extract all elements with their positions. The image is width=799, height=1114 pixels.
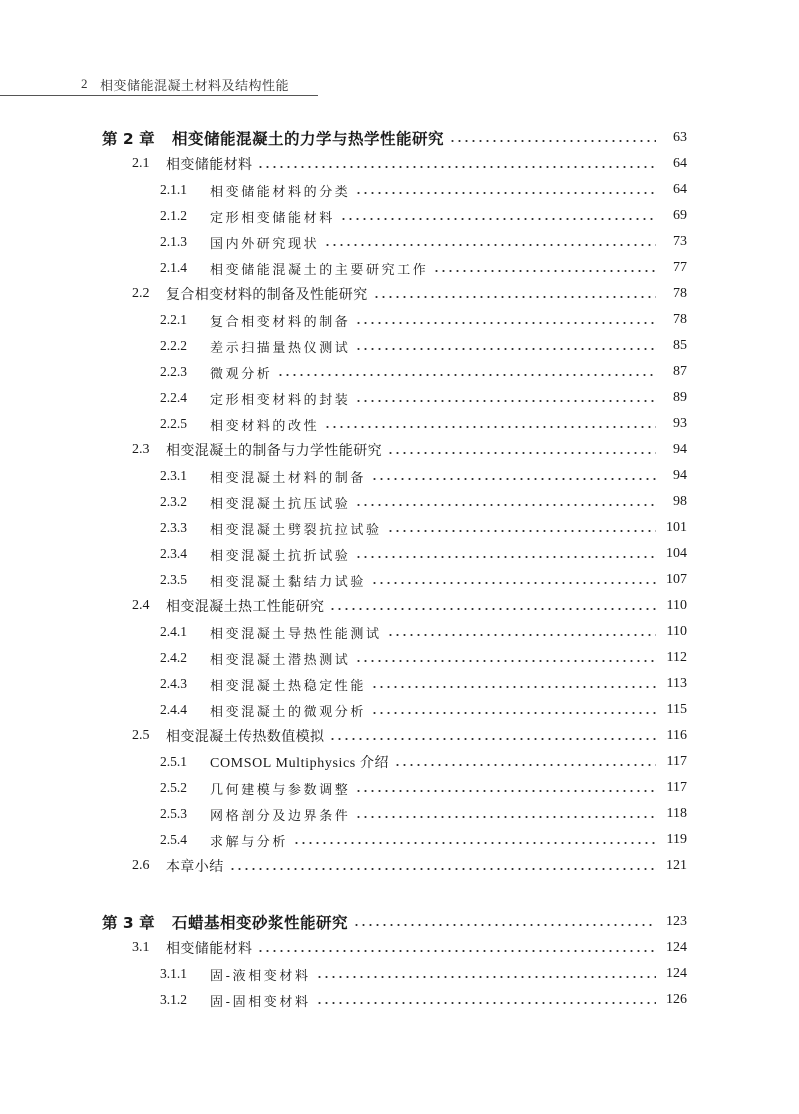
dot-leader (355, 192, 656, 194)
toc-entry-number: 2.2.5 (160, 416, 187, 431)
toc-subsection-entry[interactable] (160, 231, 687, 253)
toc-entry-number: 2.4.1 (160, 624, 187, 639)
toc-entry-number: 3.1 (132, 940, 150, 955)
dot-leader (257, 950, 656, 952)
toc-subsection-entry[interactable] (160, 963, 687, 985)
toc-entry-number: 2.5.4 (160, 832, 187, 847)
toc-subsection-entry[interactable] (160, 257, 687, 279)
toc-chapter-entry[interactable] (102, 127, 687, 149)
toc-entry-page-number: 89 (673, 390, 687, 405)
toc-entry-page-number: 116 (666, 728, 687, 743)
toc-subsection-entry[interactable] (160, 751, 687, 773)
toc-section-entry[interactable] (132, 595, 687, 617)
toc-subsection-entry[interactable] (160, 673, 687, 695)
dot-leader (371, 478, 656, 480)
toc-entry-title: 相变混凝土的微观分析 (210, 704, 367, 720)
toc-entry-title: 固-固相变材料 (210, 994, 311, 1010)
toc-entry-page-number: 85 (673, 338, 687, 353)
toc-subsection-entry[interactable] (160, 989, 687, 1011)
toc-entry-page-number: 117 (666, 754, 687, 769)
toc-entry-title: 定形相变材料的封装 (210, 392, 351, 408)
toc-section-entry[interactable] (132, 855, 687, 877)
toc-entry-page-number: 112 (666, 650, 687, 665)
toc-entry-title: 复合相变材料的制备 (210, 314, 351, 330)
toc-entry-page-number: 93 (673, 416, 687, 431)
toc-subsection-entry[interactable] (160, 803, 687, 825)
toc-entry-title: 本章小结 (166, 859, 224, 875)
toc-entry-page-number: 94 (673, 442, 687, 457)
toc-subsection-entry[interactable] (160, 829, 687, 851)
toc-entry-number: 2.4 (132, 598, 150, 613)
toc-entry-number: 第 3 章 (102, 914, 155, 932)
dot-leader (316, 976, 656, 978)
toc-entry-number: 2.2.1 (160, 312, 187, 327)
dot-leader (355, 816, 656, 818)
toc-subsection-entry[interactable] (160, 387, 687, 409)
dot-leader (329, 738, 656, 740)
toc-entry-title: 相变储能混凝土的主要研究工作 (210, 262, 429, 278)
toc-entry-page-number: 64 (673, 156, 687, 171)
toc-entry-number: 2.3.3 (160, 520, 187, 535)
toc-entry-title: 网格剖分及边界条件 (210, 808, 351, 824)
toc-entry-title: 相变混凝土的制备与力学性能研究 (166, 443, 382, 459)
toc-entry-title: 几何建模与参数调整 (210, 782, 351, 798)
toc-subsection-entry[interactable] (160, 517, 687, 539)
dot-leader (355, 322, 656, 324)
toc-entry-title: 相变混凝土热工性能研究 (166, 599, 325, 615)
toc-entry-title: 国内外研究现状 (210, 236, 320, 252)
toc-entry-page-number: 126 (666, 992, 687, 1007)
toc-subsection-entry[interactable] (160, 205, 687, 227)
toc-entry-page-number: 124 (666, 940, 687, 955)
toc-entry-number: 2.1.2 (160, 208, 187, 223)
toc-entry-page-number: 118 (666, 806, 687, 821)
toc-entry-title: 微观分析 (210, 366, 273, 382)
toc-entry-page-number: 73 (673, 234, 687, 249)
dot-leader (387, 452, 656, 454)
toc-entry-page-number: 117 (666, 780, 687, 795)
dot-leader (371, 686, 656, 688)
toc-entry-page-number: 115 (666, 702, 687, 717)
toc-entry-number: 2.1.3 (160, 234, 187, 249)
header-page-number: 2 (81, 76, 88, 91)
dot-leader (329, 608, 656, 610)
dot-leader (373, 296, 656, 298)
dot-leader (355, 504, 656, 506)
toc-entry-page-number: 78 (673, 286, 687, 301)
dot-leader (387, 634, 656, 636)
toc-entry-title: 相变混凝土黏结力试验 (210, 574, 367, 590)
toc-entry-title: 相变材料的改性 (210, 418, 320, 434)
toc-entry-page-number: 78 (673, 312, 687, 327)
toc-entry-number: 2.5.2 (160, 780, 187, 795)
toc-entry-number: 2.1 (132, 156, 150, 171)
toc-entry-number: 2.3.4 (160, 546, 187, 561)
toc-entry-page-number: 104 (666, 546, 687, 561)
toc-entry-number: 2.3.5 (160, 572, 187, 587)
toc-entry-number: 3.1.2 (160, 992, 187, 1007)
toc-entry-title: 相变储能材料的分类 (210, 184, 351, 200)
toc-entry-title: 固-液相变材料 (210, 968, 311, 984)
toc-entry-title: 复合相变材料的制备及性能研究 (166, 287, 368, 303)
toc-subsection-entry[interactable] (160, 413, 687, 435)
toc-entry-number: 2.3 (132, 442, 150, 457)
dot-leader (355, 790, 656, 792)
toc-entry-page-number: 124 (666, 966, 687, 981)
toc-entry-number: 2.4.4 (160, 702, 187, 717)
toc-entry-number: 2.3.1 (160, 468, 187, 483)
toc-entry-title: 石蜡基相变砂浆性能研究 (172, 914, 349, 932)
toc-subsection-entry[interactable] (160, 777, 687, 799)
toc-entry-page-number: 110 (666, 624, 687, 639)
dot-leader (340, 218, 656, 220)
toc-entry-number: 2.5.1 (160, 754, 187, 769)
toc-subsection-entry[interactable] (160, 491, 687, 513)
toc-entry-number: 2.2.3 (160, 364, 187, 379)
dot-leader (433, 270, 656, 272)
toc-entry-page-number: 119 (666, 832, 687, 847)
dot-leader (355, 400, 656, 402)
toc-entry-page-number: 87 (673, 364, 687, 379)
toc-entry-title: 相变混凝土材料的制备 (210, 470, 367, 486)
toc-section-entry[interactable] (132, 153, 687, 175)
dot-leader (394, 764, 656, 766)
toc-entry-page-number: 94 (673, 468, 687, 483)
toc-entry-title: 求解与分析 (210, 834, 289, 850)
toc-entry-page-number: 98 (673, 494, 687, 509)
toc-entry-number: 2.2 (132, 286, 150, 301)
toc-subsection-entry[interactable] (160, 335, 687, 357)
toc-entry-number: 2.1.4 (160, 260, 187, 275)
toc-entry-title: 相变混凝土抗压试验 (210, 496, 351, 512)
dot-leader (355, 348, 656, 350)
toc-entry-number: 2.5 (132, 728, 150, 743)
toc-entry-number: 2.5.3 (160, 806, 187, 821)
toc-entry-page-number: 113 (666, 676, 687, 691)
toc-entry-number: 3.1.1 (160, 966, 187, 981)
toc-entry-number: 2.2.2 (160, 338, 187, 353)
toc-subsection-entry[interactable] (160, 179, 687, 201)
toc-section-entry[interactable] (132, 725, 687, 747)
toc-entry-title: 差示扫描量热仪测试 (210, 340, 351, 356)
toc-entry-number: 2.4.2 (160, 650, 187, 665)
toc-entry-number: 2.3.2 (160, 494, 187, 509)
dot-leader (293, 842, 656, 844)
toc-subsection-entry[interactable] (160, 699, 687, 721)
toc-entry-number: 2.6 (132, 858, 150, 873)
dot-leader (277, 374, 656, 376)
toc-entry-title: 相变储能混凝土的力学与热学性能研究 (172, 130, 445, 148)
toc-entry-title: 相变混凝土导热性能测试 (210, 626, 382, 642)
dot-leader (371, 712, 656, 714)
dot-leader (387, 530, 656, 532)
dot-leader (257, 166, 656, 168)
toc-subsection-entry[interactable] (160, 309, 687, 331)
toc-entry-page-number: 63 (673, 130, 687, 145)
toc-subsection-entry[interactable] (160, 543, 687, 565)
dot-leader (316, 1002, 656, 1004)
toc-entry-page-number: 77 (673, 260, 687, 275)
toc-entry-title: 相变储能材料 (166, 157, 253, 173)
toc-entry-page-number: 64 (673, 182, 687, 197)
dot-leader (449, 140, 656, 142)
toc-entry-page-number: 101 (666, 520, 687, 535)
toc-entry-page-number: 107 (666, 572, 687, 587)
toc-entry-number: 2.1.1 (160, 182, 187, 197)
toc-entry-page-number: 69 (673, 208, 687, 223)
toc-chapter-entry[interactable] (102, 911, 687, 933)
toc-entry-page-number: 110 (666, 598, 687, 613)
toc-entry-title: 相变混凝土热稳定性能 (210, 678, 367, 694)
dot-leader (353, 924, 656, 926)
toc-entry-number: 2.4.3 (160, 676, 187, 691)
toc-entry-number: 2.2.4 (160, 390, 187, 405)
header-book-title: 相变储能混凝土材料及结构性能 (100, 79, 290, 94)
toc-entry-number: 第 2 章 (102, 130, 155, 148)
toc-entry-title: 相变储能材料 (166, 941, 253, 957)
toc-subsection-entry[interactable] (160, 569, 687, 591)
toc-section-entry[interactable] (132, 937, 687, 959)
toc-subsection-entry[interactable] (160, 465, 687, 487)
toc-section-entry[interactable] (132, 283, 687, 305)
toc-section-entry[interactable] (132, 439, 687, 461)
dot-leader (371, 582, 656, 584)
toc-entry-title: 相变混凝土传热数值模拟 (166, 729, 325, 745)
toc-subsection-entry[interactable] (160, 647, 687, 669)
toc-entry-title: 相变混凝土劈裂抗拉试验 (210, 522, 382, 538)
toc-subsection-entry[interactable] (160, 621, 687, 643)
toc-subsection-entry[interactable] (160, 361, 687, 383)
dot-leader (229, 868, 656, 870)
toc-entry-title: 相变混凝土抗折试验 (210, 548, 351, 564)
toc-entry-title: 相变混凝土潜热测试 (210, 652, 351, 668)
dot-leader (355, 556, 656, 558)
dot-leader (324, 244, 656, 246)
dot-leader (355, 660, 656, 662)
dot-leader (324, 426, 656, 428)
toc-entry-page-number: 121 (666, 858, 687, 873)
toc-entry-page-number: 123 (666, 914, 687, 929)
toc-entry-title: COMSOL Multiphysics 介绍 (210, 756, 390, 771)
toc-entry-title: 定形相变储能材料 (210, 210, 335, 226)
